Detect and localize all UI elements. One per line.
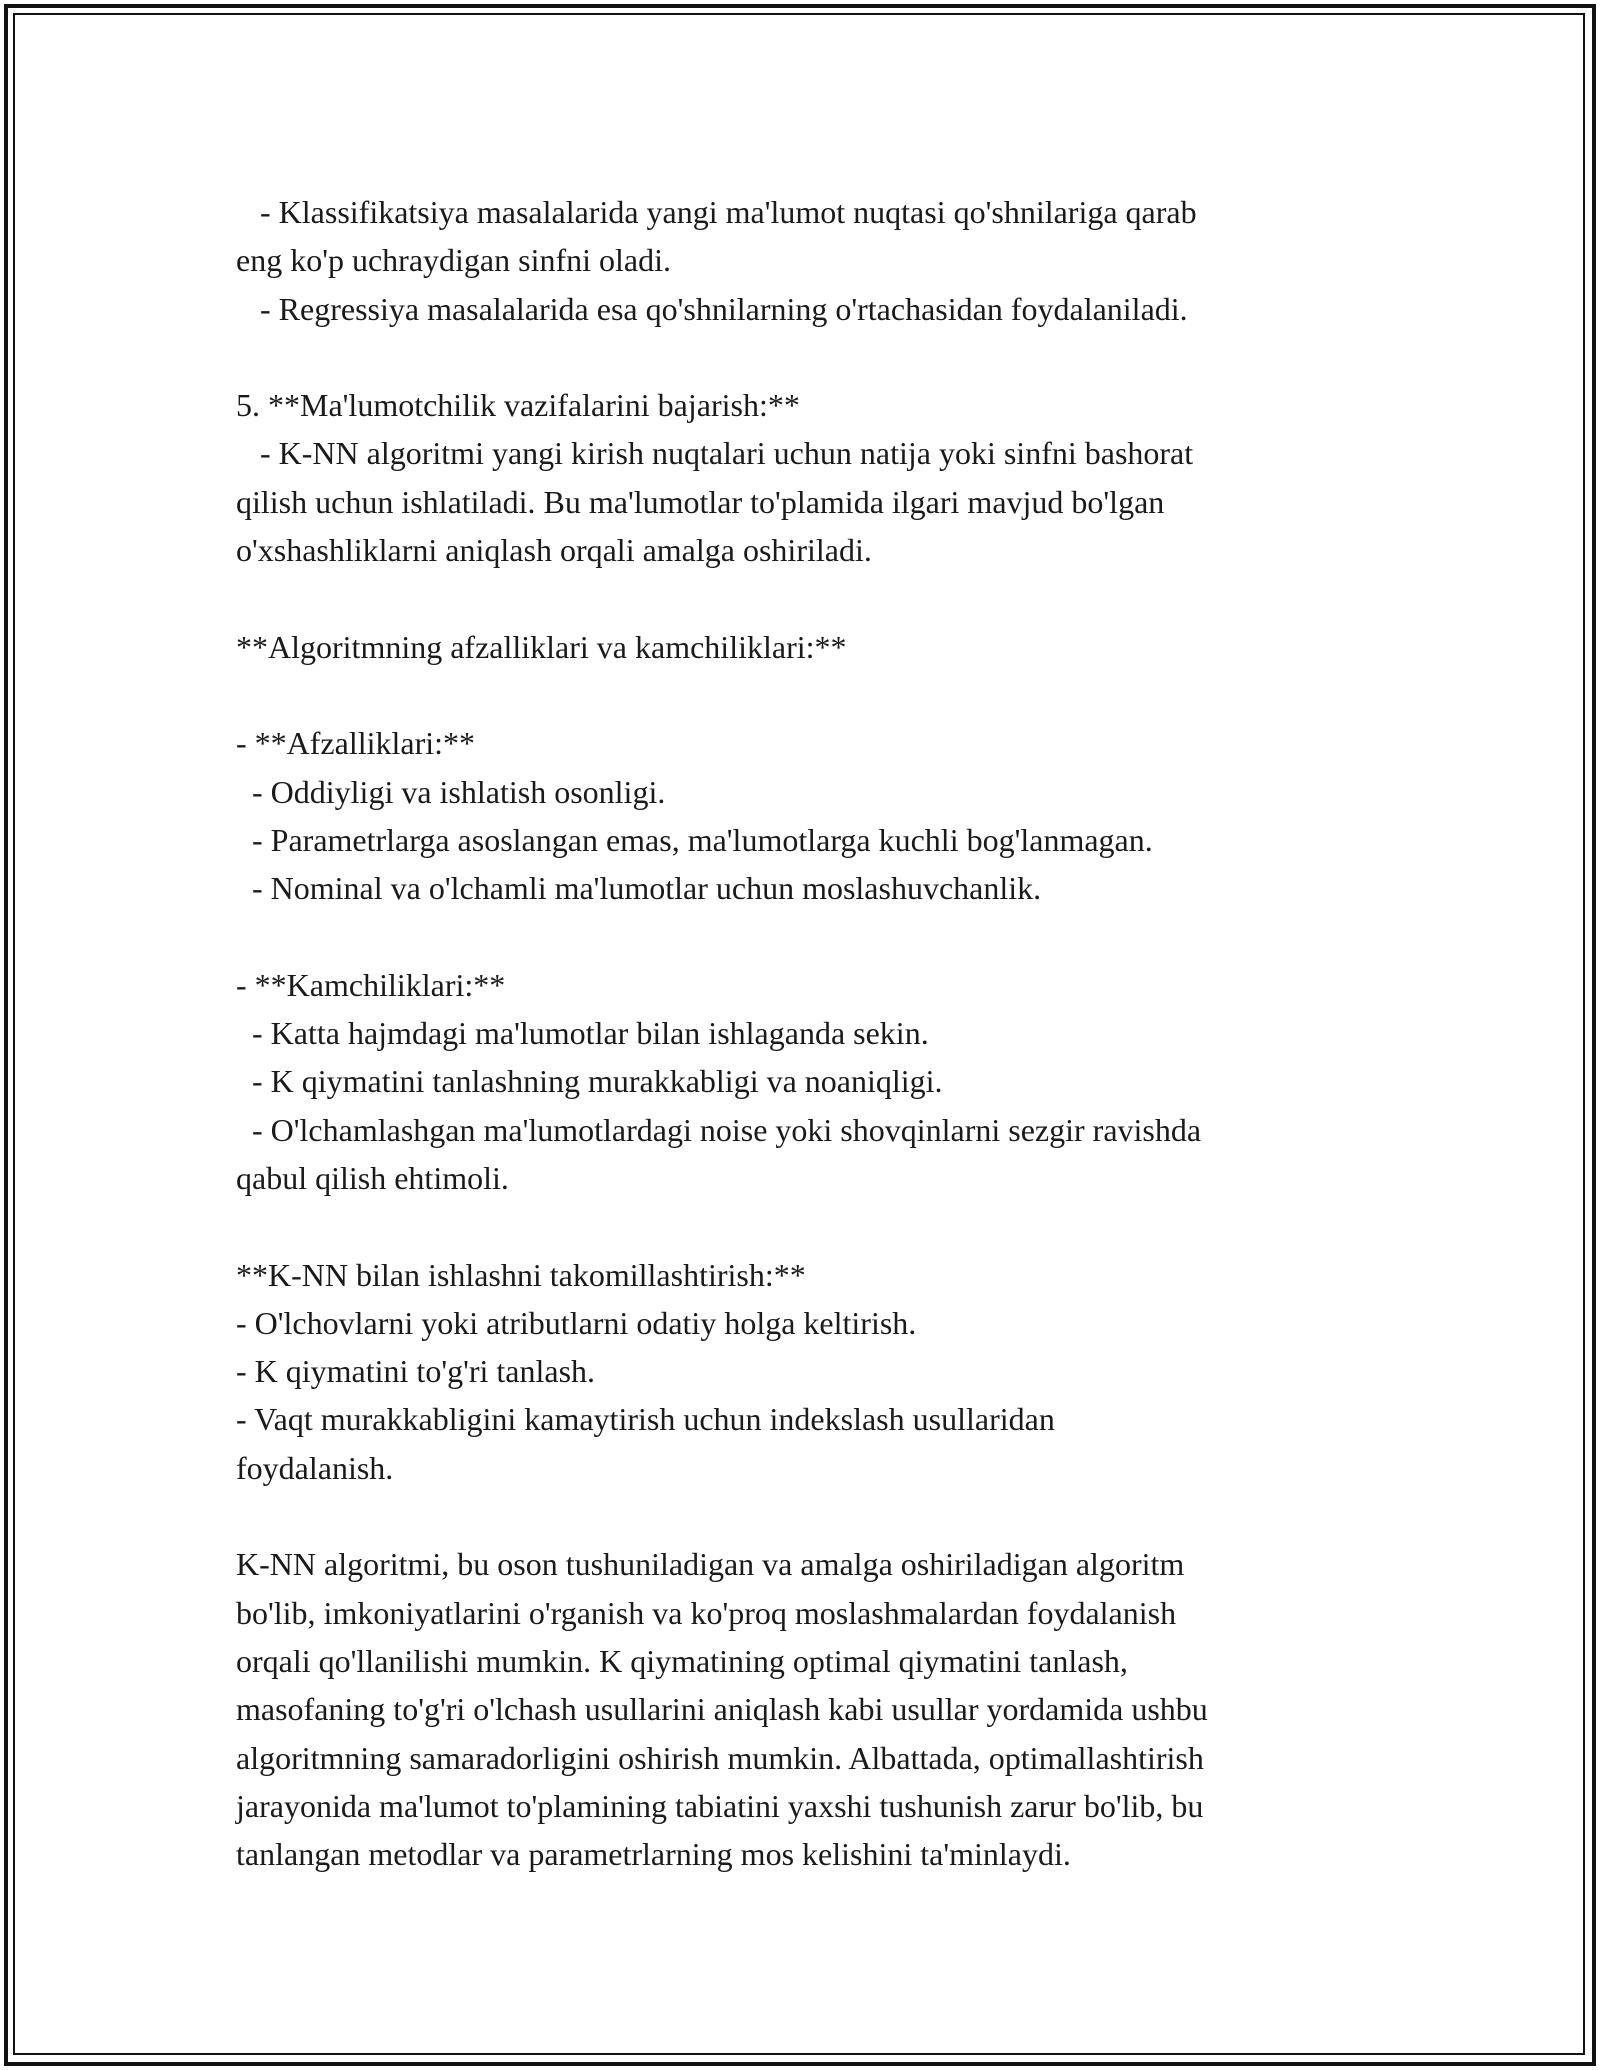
text-line: qabul qilish ehtimoli. bbox=[236, 1159, 509, 1196]
text-line: - Regressiya masalalarida esa qo'shnilarning o'rtachasidan foydalaniladi. bbox=[236, 290, 1188, 327]
text-line: eng ko'p uchraydigan sinfni oladi. bbox=[236, 242, 671, 279]
paragraph-line: bo'lib, imkoniyatlarini o'rganish va ko'proq moslashmalardan foydalanish bbox=[236, 1594, 1177, 1631]
list-item: - Nominal va o'lchamli ma'lumotlar uchun moslashuvchanlik. bbox=[236, 870, 1042, 907]
paragraph-line: masofaning to'g'ri o'lchash usullarini aniqlash kabi usullar yordamida ushbu bbox=[236, 1691, 1208, 1728]
paragraph-line: orqali qo'llanilishi mumkin. K qiymatining optimal qiymatini tanlash, bbox=[236, 1642, 1128, 1679]
blank-line bbox=[236, 1492, 1376, 1540]
list-item: - O'lchovlarni yoki atributlarni odatiy holga keltirish. bbox=[236, 1304, 917, 1341]
section-heading: **Algoritmning afzalliklari va kamchiliklari:** bbox=[236, 628, 847, 665]
section-heading: 5. **Ma'lumotchilik vazifalarini bajarish:** bbox=[236, 387, 800, 424]
text-line: foydalanish. bbox=[236, 1449, 394, 1486]
text-line: qilish uchun ishlatiladi. Bu ma'lumotlar to'plamida ilgari mavjud bo'lgan bbox=[236, 483, 1165, 520]
blank-line bbox=[236, 671, 1376, 719]
list-heading: - **Kamchiliklari:** bbox=[236, 966, 506, 1003]
text-line: - K-NN algoritmi yangi kirish nuqtalari uchun natija yoki sinfni bashorat bbox=[236, 435, 1194, 472]
paragraph-line: jarayonida ma'lumot to'plamining tabiatini yaxshi tushunish zarur bo'lib, bu bbox=[236, 1787, 1204, 1824]
section-heading: **K-NN bilan ishlashni takomillashtirish:** bbox=[236, 1256, 806, 1293]
paragraph-line: algoritmning samaradorligini oshirish mumkin. Albattada, optimallashtirish bbox=[236, 1739, 1204, 1776]
list-item: - Parametrlarga asoslangan emas, ma'lumotlarga kuchli bog'lanmagan. bbox=[236, 821, 1153, 858]
list-item: - Oddiyligi va ishlatish osonligi. bbox=[236, 773, 666, 810]
blank-line bbox=[236, 333, 1376, 381]
list-item: - Vaqt murakkabligini kamaytirish uchun indekslash usullaridan bbox=[236, 1401, 1055, 1438]
blank-line bbox=[236, 574, 1376, 622]
list-item: - Katta hajmdagi ma'lumotlar bilan ishlaganda sekin. bbox=[236, 1015, 929, 1052]
text-line: o'xshashliklarni aniqlash orqali amalga oshiriladi. bbox=[236, 532, 872, 569]
list-item: - K qiymatini to'g'ri tanlash. bbox=[236, 1353, 596, 1390]
document-body bbox=[236, 188, 1376, 1878]
blank-line bbox=[236, 912, 1376, 960]
paragraph-line: K-NN algoritmi, bu oson tushuniladigan va amalga oshiriladigan algoritm bbox=[236, 1546, 1185, 1583]
list-item: - O'lchamlashgan ma'lumotlardagi noise yoki shovqinlarni sezgir ravishda bbox=[236, 1111, 1202, 1148]
list-heading: - **Afzalliklari:** bbox=[236, 725, 476, 762]
blank-line bbox=[236, 1202, 1376, 1250]
list-item: - K qiymatini tanlashning murakkabligi va noaniqligi. bbox=[236, 1063, 943, 1100]
text-line: - Klassifikatsiya masalalarida yangi ma'lumot nuqtasi qo'shnilariga qarab bbox=[236, 194, 1197, 230]
paragraph-line: tanlangan metodlar va parametrlarning mos kelishini ta'minlaydi. bbox=[236, 1836, 1071, 1873]
